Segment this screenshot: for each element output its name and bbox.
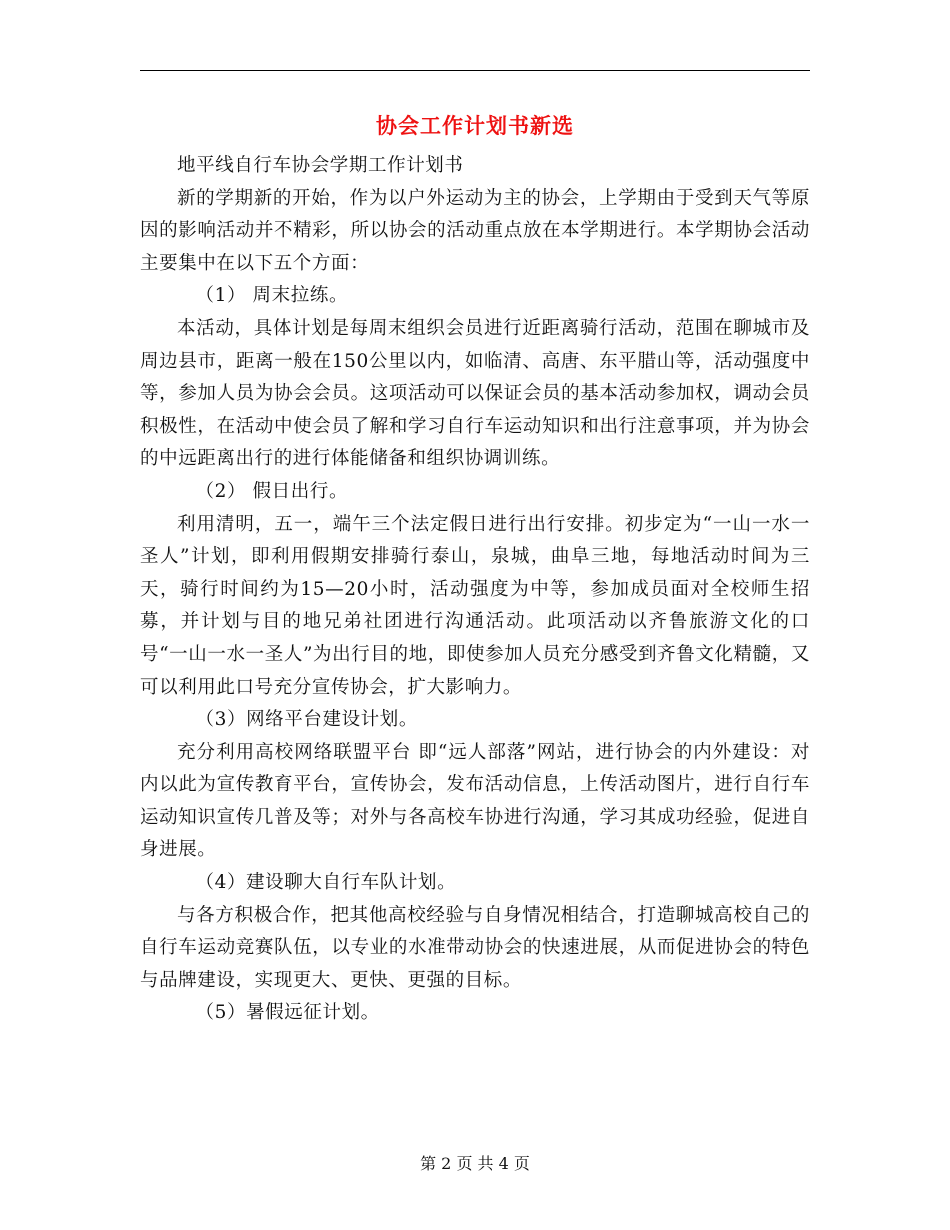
document-body bbox=[140, 150, 810, 1030]
header-rule bbox=[140, 70, 810, 71]
paragraph: 利用清明，五一，端午三个法定假日进行出行安排。初步定为“一山一水一圣人”计划，即利用假期安排骑行泰山，泉城，曲阜三地，每地活动时间为三天，骑行时间约为15—20小时，活动强度为中等，参加成员面对全校师生招募，并计划与目的地兄弟社团进行沟通活动。此项活动以齐鲁旅游文化的口号“一山一水一圣人”为出行目的地，即使参加人员充分感受到齐鲁文化精髓，又可以利用此口号充分宣传协会，扩大影响力。 bbox=[140, 513, 810, 698]
paragraph: 地平线自行车协会学期工作计划书 bbox=[177, 155, 464, 176]
section-heading: （3）网络平台建设计划。 bbox=[195, 709, 418, 731]
document-title: 协会工作计划书新选 bbox=[376, 113, 574, 138]
paragraph: 新的学期新的开始，作为以户外运动为主的协会，上学期由于受到天气等原因的影响活动并不精彩，所以协会的活动重点放在本学期进行。本学期协会活动主要集中在以下五个方面： bbox=[140, 187, 810, 274]
section-heading: （5）暑假远征计划。 bbox=[195, 1002, 380, 1024]
paragraph: 充分利用高校网络联盟平台 即“远人部落”网站，进行协会的内外建设：对内以此为宣传教育平台，宣传协会，发布活动信息，上传活动图片，进行自行车运动知识宣传几普及等；对外与各高校车协进行沟通，学习其成功经验，促进自身进展。 bbox=[140, 741, 810, 861]
section-heading: （1） 周末拉练。 bbox=[195, 285, 349, 307]
paragraph: 与各方积极合作，把其他高校经验与自身情况相结合，打造聊城高校自己的自行车运动竞赛队伍，以专业的水准带动协会的快速进展，从而促进协会的特色与品牌建设，实现更大、更快、更强的目标。 bbox=[140, 904, 810, 991]
section-heading: （4）建设聊大自行车队计划。 bbox=[195, 872, 457, 894]
page-number: 第 2 页 共 4 页 bbox=[420, 1154, 530, 1173]
section-heading: （2） 假日出行。 bbox=[195, 480, 349, 502]
paragraph: 本活动，具体计划是每周末组织会员进行近距离骑行活动，范围在聊城市及周边县市，距离一般在150公里以内，如临清、高唐、东平腊山等，活动强度中等，参加人员为协会会员。这项活动可以保证会员的基本活动参加权，调动会员积极性，在活动中使会员了解和学习自行车运动知识和出行注意事项，并为协会的中远距离出行的进行体能储备和组织协调训练。 bbox=[140, 317, 810, 470]
